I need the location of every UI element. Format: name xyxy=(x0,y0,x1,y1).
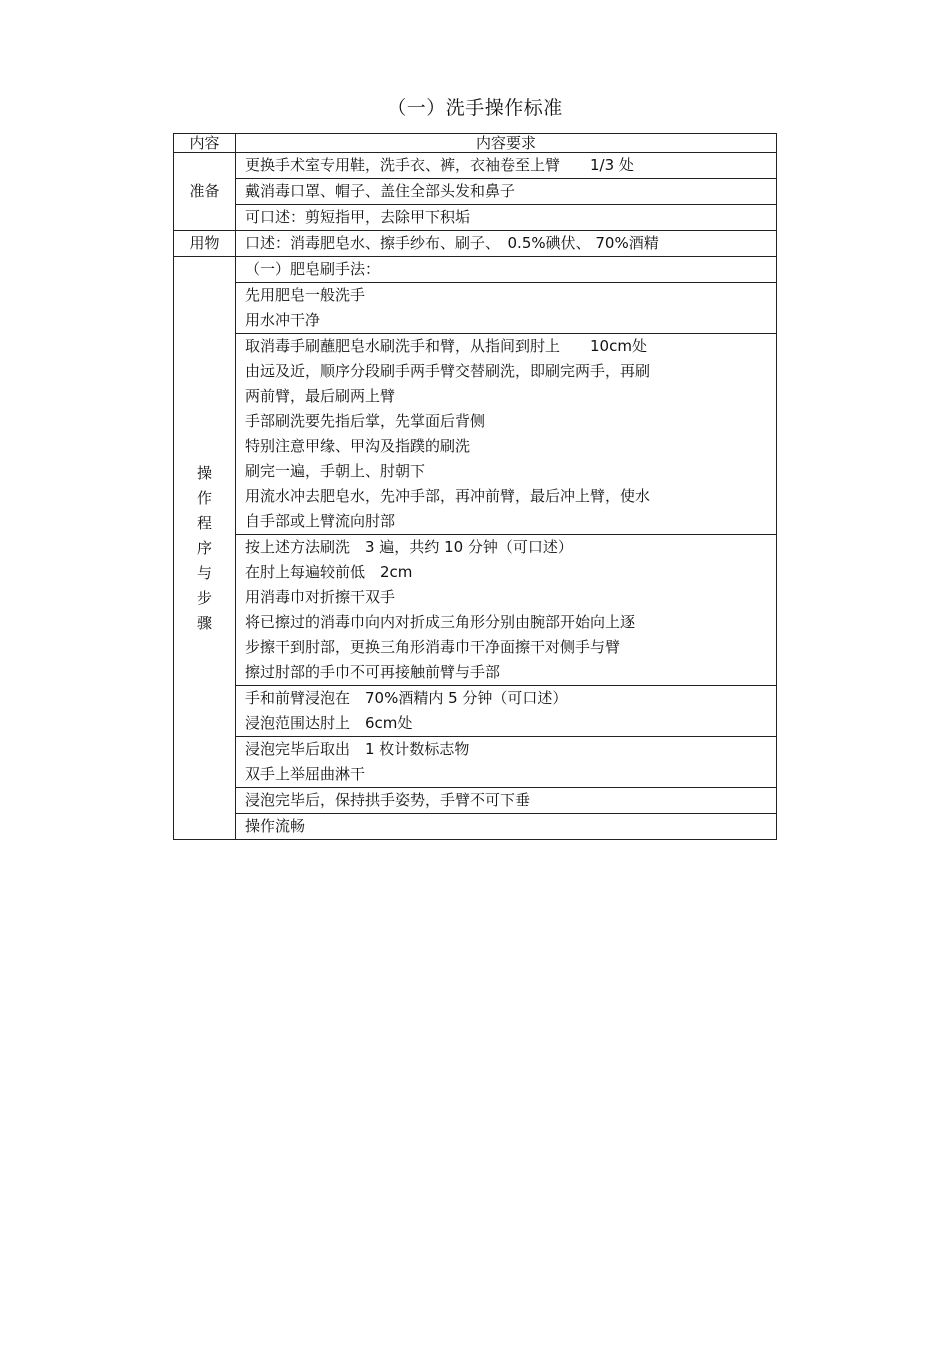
requirement-cell xyxy=(236,179,777,205)
requirement-line: 先用肥皂一般洗手 xyxy=(245,286,366,304)
table-row xyxy=(174,737,777,788)
page-title: （一）洗手操作标准 xyxy=(387,97,563,119)
requirement-cell xyxy=(236,283,777,334)
table-row xyxy=(174,535,777,686)
requirement-line: 可口述：剪短指甲，去除甲下积垢 xyxy=(245,208,471,226)
requirement-line: 步擦干到肘部，更换三角形消毒巾干净面擦干对侧手与臂 xyxy=(245,638,621,656)
section-prep-label: 准备 xyxy=(174,153,236,231)
requirement-line: 取消毒手刷蘸肥皂水刷洗手和臂，从指间到肘上 10cm处 xyxy=(245,337,647,355)
table-row xyxy=(174,153,777,179)
requirement-cell xyxy=(236,231,777,257)
requirement-cell xyxy=(236,686,777,737)
table-row xyxy=(174,686,777,737)
requirement-line: 特别注意甲缘、甲沟及指蹼的刷洗 xyxy=(245,437,471,455)
label-char: 序 xyxy=(196,538,212,557)
requirement-line: 按上述方法刷洗 3 遍，共约 10 分钟（可口述） xyxy=(245,538,573,556)
label-char: 步 xyxy=(196,588,212,607)
label-char: 操 xyxy=(196,463,212,482)
table-row xyxy=(174,814,777,840)
requirement-line: 更换手术室专用鞋，洗手衣、裤，衣袖卷至上臂 1/3 处 xyxy=(245,156,634,174)
table-row xyxy=(174,179,777,205)
table-row xyxy=(174,334,777,535)
requirement-line: 将已擦过的消毒巾向内对折成三角形分别由腕部开始向上逐 xyxy=(245,613,636,631)
label-char: 与 xyxy=(196,563,212,582)
requirement-line: 浸泡范围达肘上 6cm处 xyxy=(245,714,413,732)
requirement-line: 刷完一遍，手朝上、肘朝下 xyxy=(245,462,426,480)
table-row xyxy=(174,283,777,334)
requirement-line: 用流水冲去肥皂水，先冲手部，再冲前臂，最后冲上臂，使水 xyxy=(245,487,651,505)
requirement-line: 戴消毒口罩、帽子、盖住全部头发和鼻子 xyxy=(245,182,516,200)
requirement-line: 浸泡完毕后取出 1 枚计数标志物 xyxy=(245,740,470,758)
header-content: 内容 xyxy=(174,134,236,153)
requirement-line: 浸泡完毕后，保持拱手姿势，手臂不可下垂 xyxy=(245,791,531,809)
requirement-line: 用消毒巾对折擦干双手 xyxy=(245,588,396,606)
label-char: 程 xyxy=(196,513,212,532)
requirement-line: 操作流畅 xyxy=(245,817,306,835)
table-row xyxy=(174,231,777,257)
table-row xyxy=(174,257,777,283)
requirement-cell xyxy=(236,814,777,840)
table-header-row xyxy=(174,134,777,153)
section-supplies-label: 用物 xyxy=(174,231,236,257)
requirement-line: 在肘上每遍较前低 2cm xyxy=(245,563,413,581)
requirement-cell xyxy=(236,334,777,535)
standards-table xyxy=(173,133,777,840)
requirement-cell xyxy=(236,205,777,231)
requirement-line: 手和前臂浸泡在 70%酒精内 5 分钟（可口述） xyxy=(245,689,568,707)
requirement-line: 用水冲干净 xyxy=(245,311,321,329)
requirement-line: 手部刷洗要先指后掌，先掌面后背侧 xyxy=(245,412,486,430)
requirement-line: 口述：消毒肥皂水、擦手纱布、刷子、 0.5%碘伏、 70%酒精 xyxy=(245,234,659,252)
requirement-line: 双手上举屈曲淋干 xyxy=(245,765,366,783)
requirement-cell xyxy=(236,737,777,788)
label-char: 作 xyxy=(196,488,212,507)
section-procedure-label xyxy=(174,257,236,840)
table-row xyxy=(174,788,777,814)
header-requirements: 内容要求 xyxy=(236,134,777,153)
table-row xyxy=(174,205,777,231)
requirement-line: 两前臂，最后刷两上臂 xyxy=(245,387,396,405)
requirement-line: （一）肥皂刷手法： xyxy=(245,260,381,278)
requirement-line: 由远及近，顺序分段刷手两手臂交替刷洗，即刷完两手，再刷 xyxy=(245,362,651,380)
requirement-cell xyxy=(236,788,777,814)
requirement-line: 自手部或上臂流向肘部 xyxy=(245,512,396,530)
label-char: 骤 xyxy=(196,613,212,632)
requirement-line: 擦过肘部的手巾不可再接触前臂与手部 xyxy=(245,663,501,681)
requirement-cell xyxy=(236,535,777,686)
requirement-cell xyxy=(236,257,777,283)
requirement-cell xyxy=(236,153,777,179)
